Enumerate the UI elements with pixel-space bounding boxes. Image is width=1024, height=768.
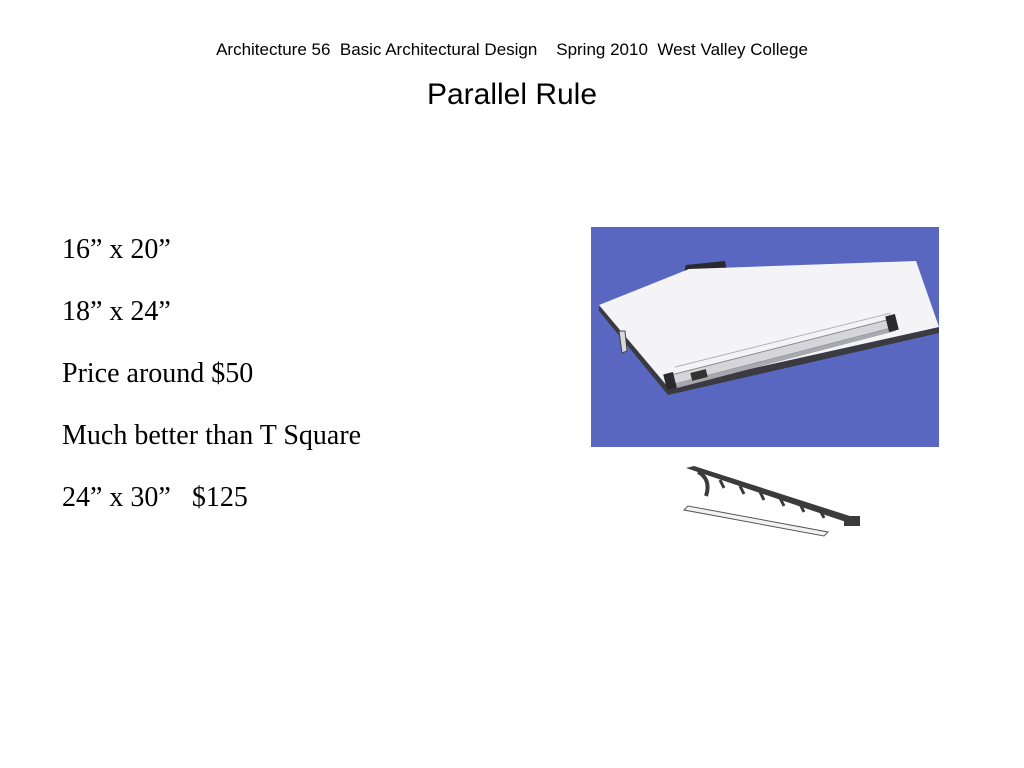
bullet-list <box>62 230 361 540</box>
list-item: 16” x 20” <box>62 234 171 265</box>
list-item: 18” x 24” <box>62 296 171 327</box>
drawing-end-clamp <box>844 516 860 526</box>
parallel-rule-board-photo <box>591 227 939 447</box>
parallel-rule-line-drawing <box>680 462 864 540</box>
list-item: Price around $50 <box>62 358 254 389</box>
slide-title: Parallel Rule <box>426 78 598 111</box>
list-item: 24” x 30” $125 <box>62 482 248 513</box>
course-header: Architecture 56 Basic Architectural Design Spring 2010 West Valley College <box>216 40 808 59</box>
list-item: Much better than T Square <box>62 420 362 451</box>
